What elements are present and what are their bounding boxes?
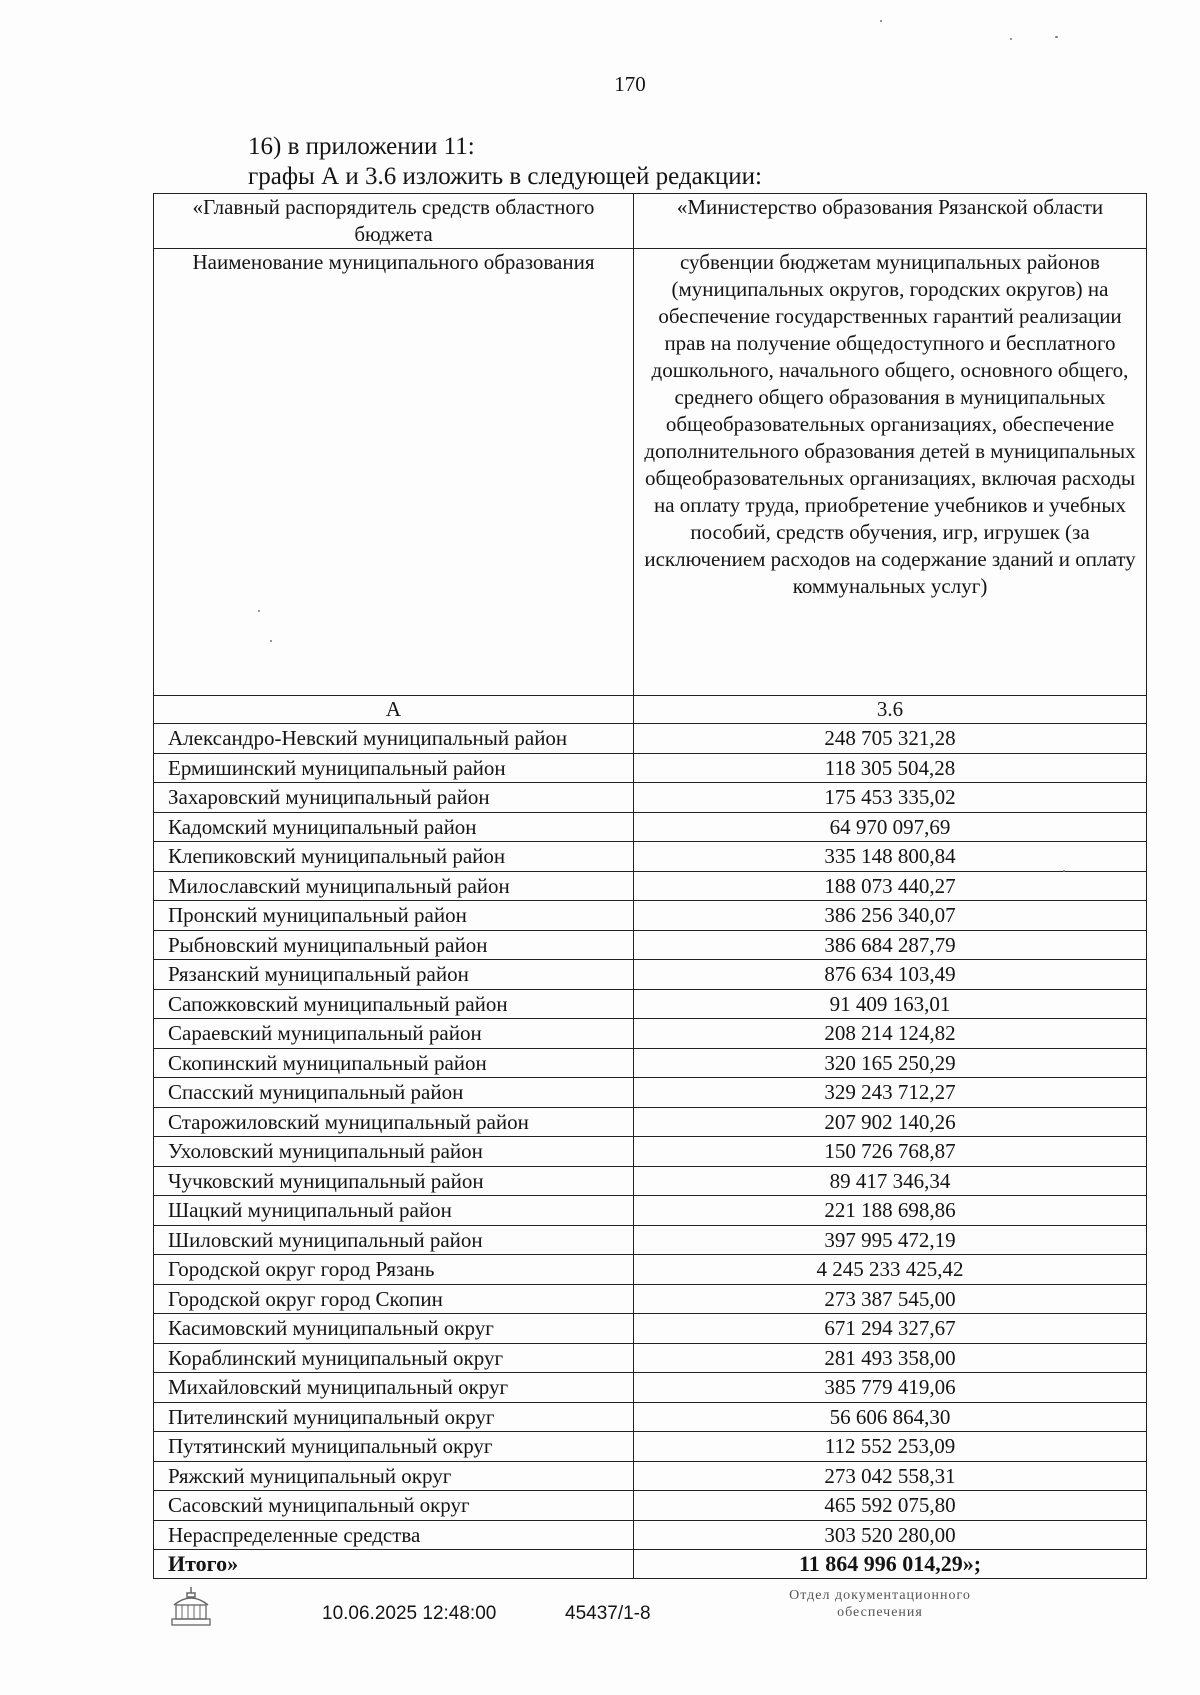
- table-row: [154, 871, 1147, 901]
- table-row: [154, 812, 1147, 842]
- subvention-amount: 91 409 163,01: [634, 989, 1147, 1019]
- table-row: [154, 842, 1147, 872]
- municipality-name: Ряжский муниципальный округ: [154, 1461, 634, 1491]
- column-code-a: А: [154, 696, 634, 724]
- table-row: [154, 960, 1147, 990]
- table-row: [154, 1078, 1147, 1108]
- table-row: [154, 1166, 1147, 1196]
- subvention-amount: 281 493 358,00: [634, 1343, 1147, 1373]
- municipality-name: Сапожковский муниципальный район: [154, 989, 634, 1019]
- municipality-name: Кадомский муниципальный район: [154, 812, 634, 842]
- header-municipality-label: Наименование муниципального образования: [154, 249, 634, 696]
- municipality-name: Клепиковский муниципальный район: [154, 842, 634, 872]
- table-row: [154, 1255, 1147, 1285]
- subvention-amount: 4 245 233 425,42: [634, 1255, 1147, 1285]
- stamp-line-2: обеспечения: [837, 1605, 923, 1620]
- subvention-amount: 150 726 768,87: [634, 1137, 1147, 1167]
- municipality-name: Рыбновский муниципальный район: [154, 930, 634, 960]
- table-row: [154, 1137, 1147, 1167]
- municipality-name: Ухоловский муниципальный район: [154, 1137, 634, 1167]
- table-row: [154, 1225, 1147, 1255]
- municipality-name: Рязанский муниципальный район: [154, 960, 634, 990]
- table-row: [154, 1048, 1147, 1078]
- municipality-name: Городской округ город Скопин: [154, 1284, 634, 1314]
- header-ministry-label: «Министерство образования Рязанской области: [634, 194, 1147, 249]
- stamp-line-1: Отдел документационного: [789, 1588, 971, 1603]
- table-row: [154, 1432, 1147, 1462]
- header-row-description: [154, 249, 1147, 696]
- municipality-name: Путятинский муниципальный округ: [154, 1432, 634, 1462]
- subvention-amount: 64 970 097,69: [634, 812, 1147, 842]
- intro-line-2: графы А и 3.6 изложить в следующей редакции:: [248, 163, 762, 190]
- duma-building-logo-icon: [168, 1583, 214, 1631]
- municipality-name: Сараевский муниципальный район: [154, 1019, 634, 1049]
- subvention-amount: 118 305 504,28: [634, 753, 1147, 783]
- table-row: [154, 1314, 1147, 1344]
- municipality-name: Пителинский муниципальный округ: [154, 1402, 634, 1432]
- subvention-amount: 221 188 698,86: [634, 1196, 1147, 1226]
- subvention-amount: 56 606 864,30: [634, 1402, 1147, 1432]
- municipality-name: Кораблинский муниципальный округ: [154, 1343, 634, 1373]
- header-distributor-label: «Главный распорядитель средств областного бюджета: [154, 194, 634, 249]
- municipality-name: Захаровский муниципальный район: [154, 783, 634, 813]
- column-code-3-6: 3.6: [634, 696, 1147, 724]
- scan-speck: [1055, 36, 1058, 38]
- table-row: [154, 930, 1147, 960]
- subvention-amount: 207 902 140,26: [634, 1107, 1147, 1137]
- scan-speck: [258, 610, 260, 612]
- intro-line-1: 16) в приложении 11:: [248, 133, 475, 160]
- table-row: [154, 724, 1147, 754]
- subvention-amount: 303 520 280,00: [634, 1520, 1147, 1550]
- municipality-name: Михайловский муниципальный округ: [154, 1373, 634, 1403]
- subvention-amount: 273 387 545,00: [634, 1284, 1147, 1314]
- subvention-amount: 386 684 287,79: [634, 930, 1147, 960]
- subvention-amount: 188 073 440,27: [634, 871, 1147, 901]
- subvention-amount: 386 256 340,07: [634, 901, 1147, 931]
- table-row: [154, 901, 1147, 931]
- subvention-amount: 89 417 346,34: [634, 1166, 1147, 1196]
- footer-doc-number: 45437/1-8: [565, 1603, 651, 1624]
- subvention-amount: 208 214 124,82: [634, 1019, 1147, 1049]
- subvention-amount: 329 243 712,27: [634, 1078, 1147, 1108]
- municipality-name: Скопинский муниципальный район: [154, 1048, 634, 1078]
- municipality-name: Чучковский муниципальный район: [154, 1166, 634, 1196]
- table-row: [154, 989, 1147, 1019]
- total-amount: 11 864 996 014,29»;: [634, 1550, 1147, 1579]
- municipality-name: Милославский муниципальный район: [154, 871, 634, 901]
- table-row: [154, 1196, 1147, 1226]
- subvention-amount: 112 552 253,09: [634, 1432, 1147, 1462]
- subvention-amount: 273 042 558,31: [634, 1461, 1147, 1491]
- page-number: 170: [614, 72, 646, 96]
- municipality-name: Ермишинский муниципальный район: [154, 753, 634, 783]
- scan-speck: [1010, 38, 1012, 40]
- footer-date: 10.06.2025 12:48:00: [322, 1603, 497, 1624]
- total-label: Итого»: [154, 1550, 634, 1579]
- municipality-name: Александро-Невский муниципальный район: [154, 724, 634, 754]
- municipality-name: Старожиловский муниципальный район: [154, 1107, 634, 1137]
- subvention-amount: 175 453 335,02: [634, 783, 1147, 813]
- municipality-name: Шацкий муниципальный район: [154, 1196, 634, 1226]
- total-row: [154, 1550, 1147, 1579]
- header-row-distributor: [154, 194, 1147, 249]
- table-row: [154, 1491, 1147, 1521]
- subvention-amount: 248 705 321,28: [634, 724, 1147, 754]
- municipality-name: Нераспределенные средства: [154, 1520, 634, 1550]
- table-row: [154, 1520, 1147, 1550]
- subvention-amount: 465 592 075,80: [634, 1491, 1147, 1521]
- subvention-amount: 385 779 419,06: [634, 1373, 1147, 1403]
- municipality-name: Сасовский муниципальный округ: [154, 1491, 634, 1521]
- municipality-name: Спасский муниципальный район: [154, 1078, 634, 1108]
- table-row: [154, 1402, 1147, 1432]
- table-row: [154, 783, 1147, 813]
- table-row: [154, 753, 1147, 783]
- scan-speck: [1063, 870, 1065, 872]
- subvention-amount: 876 634 103,49: [634, 960, 1147, 990]
- municipality-name: Городской округ город Рязань: [154, 1255, 634, 1285]
- table-row: [154, 1461, 1147, 1491]
- municipality-name: Касимовский муниципальный округ: [154, 1314, 634, 1344]
- municipality-name: Пронский муниципальный район: [154, 901, 634, 931]
- table-row: [154, 1284, 1147, 1314]
- subvention-amount: 335 148 800,84: [634, 842, 1147, 872]
- header-subvention-description: субвенции бюджетам муниципальных районов (муниципальных округов, городских округов) на обеспечение государственных гарантий реализации прав на получение общедоступного и бесплатного дошкольного, начального общего, основного общего, среднего общего образования в муниципальных общеобразовательных организациях, обеспечение дополнительного образования детей в муниципальных общеобразовательных организациях, включая расходы на оплату труда, приобретение учебников и учебных пособий, средств обучения, игр, игрушек (за исключением расходов на содержание зданий и оплату коммунальных услуг): [634, 249, 1147, 696]
- subvention-amount: 671 294 327,67: [634, 1314, 1147, 1344]
- subvention-amount: 320 165 250,29: [634, 1048, 1147, 1078]
- municipality-name: Шиловский муниципальный район: [154, 1225, 634, 1255]
- table-row: [154, 1019, 1147, 1049]
- table-row: [154, 1107, 1147, 1137]
- table-row: [154, 1373, 1147, 1403]
- table-row: [154, 1343, 1147, 1373]
- scan-speck: [880, 20, 882, 22]
- scan-speck: [270, 640, 272, 642]
- column-codes-row: [154, 696, 1147, 724]
- department-stamp: [735, 1587, 1025, 1621]
- subvention-amount: 397 995 472,19: [634, 1225, 1147, 1255]
- allocation-table: [153, 193, 1147, 1579]
